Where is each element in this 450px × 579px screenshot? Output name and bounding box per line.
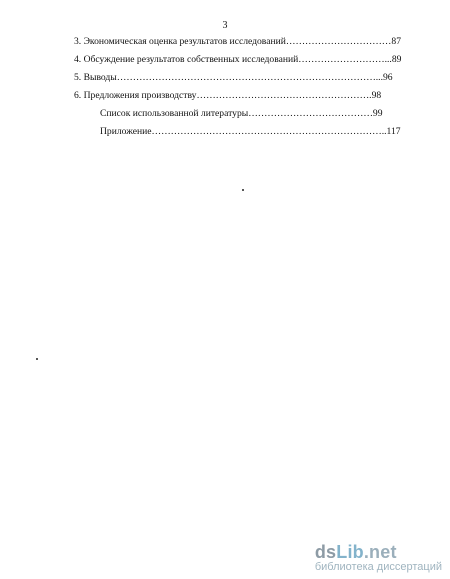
toc-entry: 5. Выводы………………………………………………………………………...96 [74,72,393,83]
watermark-brand-net: .net [363,542,397,562]
toc-entry: 6. Предложения производству……………………………………………….98 [74,90,382,101]
scan-speck [36,358,38,360]
toc-entry: 4. Обсуждение результатов собственных исследований………………………...89 [74,54,402,65]
watermark-brand-ds: ds [314,542,337,562]
toc-entry: Приложение………………………………………………………………..117 [100,126,401,137]
scan-speck [242,189,244,191]
toc-entry: Список использованной литературы…………………………………99 [100,108,383,119]
toc-entry: 3. Экономическая оценка результатов исследований……………………………87 [74,36,401,47]
dslib-watermark[interactable] [315,543,442,573]
watermark-logo [315,543,442,561]
watermark-subtitle: библиотека диссертаций [314,561,442,573]
watermark-brand-lib: Lib [336,542,364,562]
page-number: 3 [222,20,228,31]
